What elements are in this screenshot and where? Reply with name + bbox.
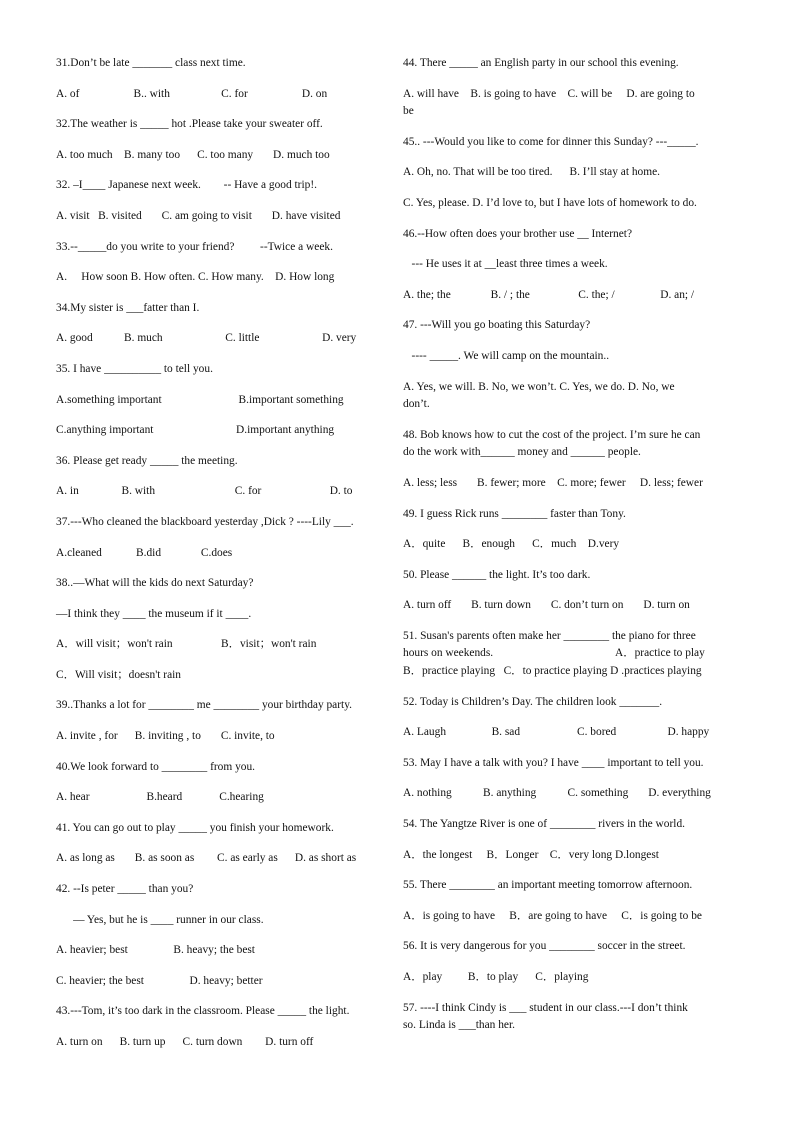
left-column xyxy=(56,56,388,1066)
text-line: 50. Please ______ the light. It’s too dark. xyxy=(403,568,591,581)
text-line: A. turn on B. turn up C. turn down D. turn off xyxy=(56,1036,314,1048)
text-line: 43.---Tom, it’s too dark in the classroom. Please _____ the light. xyxy=(56,1005,350,1018)
text-line: A. good B. much C. little D. very xyxy=(56,332,357,345)
text-line: A. invite , for B. inviting , to C. invite, to xyxy=(56,730,275,743)
text-line: A.cleaned B.did C.does xyxy=(56,546,233,559)
text-line: 45.. ---Would you like to come for dinner this Sunday? ---_____. xyxy=(403,135,699,148)
text-line: C．Will visit；doesn't rain xyxy=(56,668,181,681)
text-line: 47. ---Will you go boating this Saturday? xyxy=(403,319,591,332)
text-line: 32. –I____ Japanese next week. -- Have a good trip!. xyxy=(56,179,317,192)
text-line: A. less; less B. fewer; more C. more; fewer D. less; fewer xyxy=(403,476,703,489)
text-line: C. heavier; the best D. heavy; better xyxy=(56,974,263,987)
text-line: A.something important B.important something xyxy=(56,393,344,406)
text-line: A. visit B. visited C. am going to visit D. have visited xyxy=(56,209,341,222)
text-line: 35. I have __________ to tell you. xyxy=(56,362,213,375)
text-line: A．play B．to play C．playing xyxy=(403,971,589,983)
right-column xyxy=(403,56,739,1049)
text-line: 32.The weather is _____ hot .Please take your sweater off. xyxy=(56,118,323,131)
text-line: be xyxy=(403,105,414,118)
text-line: A. the; the B. / ; the C. the; / D. an; / xyxy=(403,288,695,301)
text-line: A．the longest B．Longer C．very long D.longest xyxy=(403,848,659,861)
text-line: 52. Today is Children’s Day. The children look _______. xyxy=(403,695,663,708)
text-line: 51. Susan's parents often make her ________ the piano for three xyxy=(403,629,696,642)
text-line: A. nothing B. anything C. something D. everything xyxy=(403,787,711,800)
text-line: 48. Bob knows how to cut the cost of the project. I’m sure he can xyxy=(403,428,701,441)
text-line: A. in B. with C. for D. to xyxy=(56,485,353,498)
text-line: 37.---Who cleaned the blackboard yesterday ,Dick ? ----Lily ___. xyxy=(56,515,354,528)
text-line: — Yes, but he is ____ runner in our class. xyxy=(56,913,264,926)
text-line: A. Laugh B. sad C. bored D. happy xyxy=(403,726,710,739)
text-line: A. as long as B. as soon as C. as early as D. as short as xyxy=(56,852,357,865)
text-line: A. will have B. is going to have C. will be D. are going to xyxy=(403,87,695,100)
text-line: C. Yes, please. D. I’d love to, but I have lots of homework to do. xyxy=(403,196,697,209)
text-line: 42. --Is peter _____ than you? xyxy=(56,883,194,896)
text-line: C.anything important D.important anything xyxy=(56,424,335,437)
text-line: A．is going to have B．are going to have C．is going to be xyxy=(403,909,702,922)
text-line: 53. May I have a talk with you? I have ____ important to tell you. xyxy=(403,756,704,769)
text-line: A. turn off B. turn down C. don’t turn on D. turn on xyxy=(403,599,690,612)
text-line: A. too much B. many too C. too many D. much too xyxy=(56,148,330,161)
text-line: 31.Don’t be late _______ class next time. xyxy=(56,57,246,69)
text-line: 39..Thanks a lot for ________ me ________ your birthday party. xyxy=(56,699,352,712)
text-line: 46.--How often does your brother use __ Internet? xyxy=(403,227,633,240)
text-line: 54. The Yangtze River is one of ________ rivers in the world. xyxy=(403,818,685,831)
text-line: A．quite B．enough C．much D.very xyxy=(403,538,620,551)
text-line: hours on weekends. A．practice to play xyxy=(403,647,705,660)
text-line: --- He uses it at __least three times a week. xyxy=(403,258,608,271)
text-line: A. Yes, we will. B. No, we won’t. C. Yes, we do. D. No, we xyxy=(403,380,675,393)
text-line: A. hear B.heard C.hearing xyxy=(56,791,264,804)
text-line: 33.--_____do you write to your friend? --Twice a week. xyxy=(56,240,333,253)
text-line: 40.We look forward to ________ from you. xyxy=(56,760,256,773)
text-line: 34.My sister is ___fatter than I. xyxy=(56,301,200,314)
text-line: A. of B.. with C. for D. on xyxy=(56,87,328,100)
text-line: so. Linda is ___than her. xyxy=(403,1019,515,1032)
text-line: —I think they ____ the museum if it ____. xyxy=(56,607,252,620)
text-line: A．will visit；won't rain B．visit；won't rain xyxy=(56,638,317,651)
text-line: 49. I guess Rick runs ________ faster than Tony. xyxy=(403,507,626,520)
text-line: B．practice playing C．to practice playing D .practices playing xyxy=(403,665,702,678)
text-line: 57. ----I think Cindy is ___ student in our class.---I don’t think xyxy=(403,1001,688,1014)
text-line: A. heavier; best B. heavy; the best xyxy=(56,944,255,957)
text-line: A. Oh, no. That will be too tired. B. I’ll stay at home. xyxy=(403,166,660,179)
text-line: 38..—What will the kids do next Saturday? xyxy=(56,577,254,590)
text-line: 41. You can go out to play _____ you finish your homework. xyxy=(56,821,334,834)
text-line: do the work with______ money and ______ people. xyxy=(403,446,641,459)
text-line: don’t. xyxy=(403,398,430,411)
text-line: 56. It is very dangerous for you ________ soccer in the street. xyxy=(403,940,686,953)
text-line: 36. Please get ready _____ the meeting. xyxy=(56,454,238,467)
text-line: ---- _____. We will camp on the mountain.. xyxy=(403,349,610,362)
text-line: 44. There _____ an English party in our school this evening. xyxy=(403,57,679,69)
text-line: 55. There ________ an important meeting tomorrow afternoon. xyxy=(403,879,693,892)
text-line: A. How soon B. How often. C. How many. D. How long xyxy=(56,271,335,284)
